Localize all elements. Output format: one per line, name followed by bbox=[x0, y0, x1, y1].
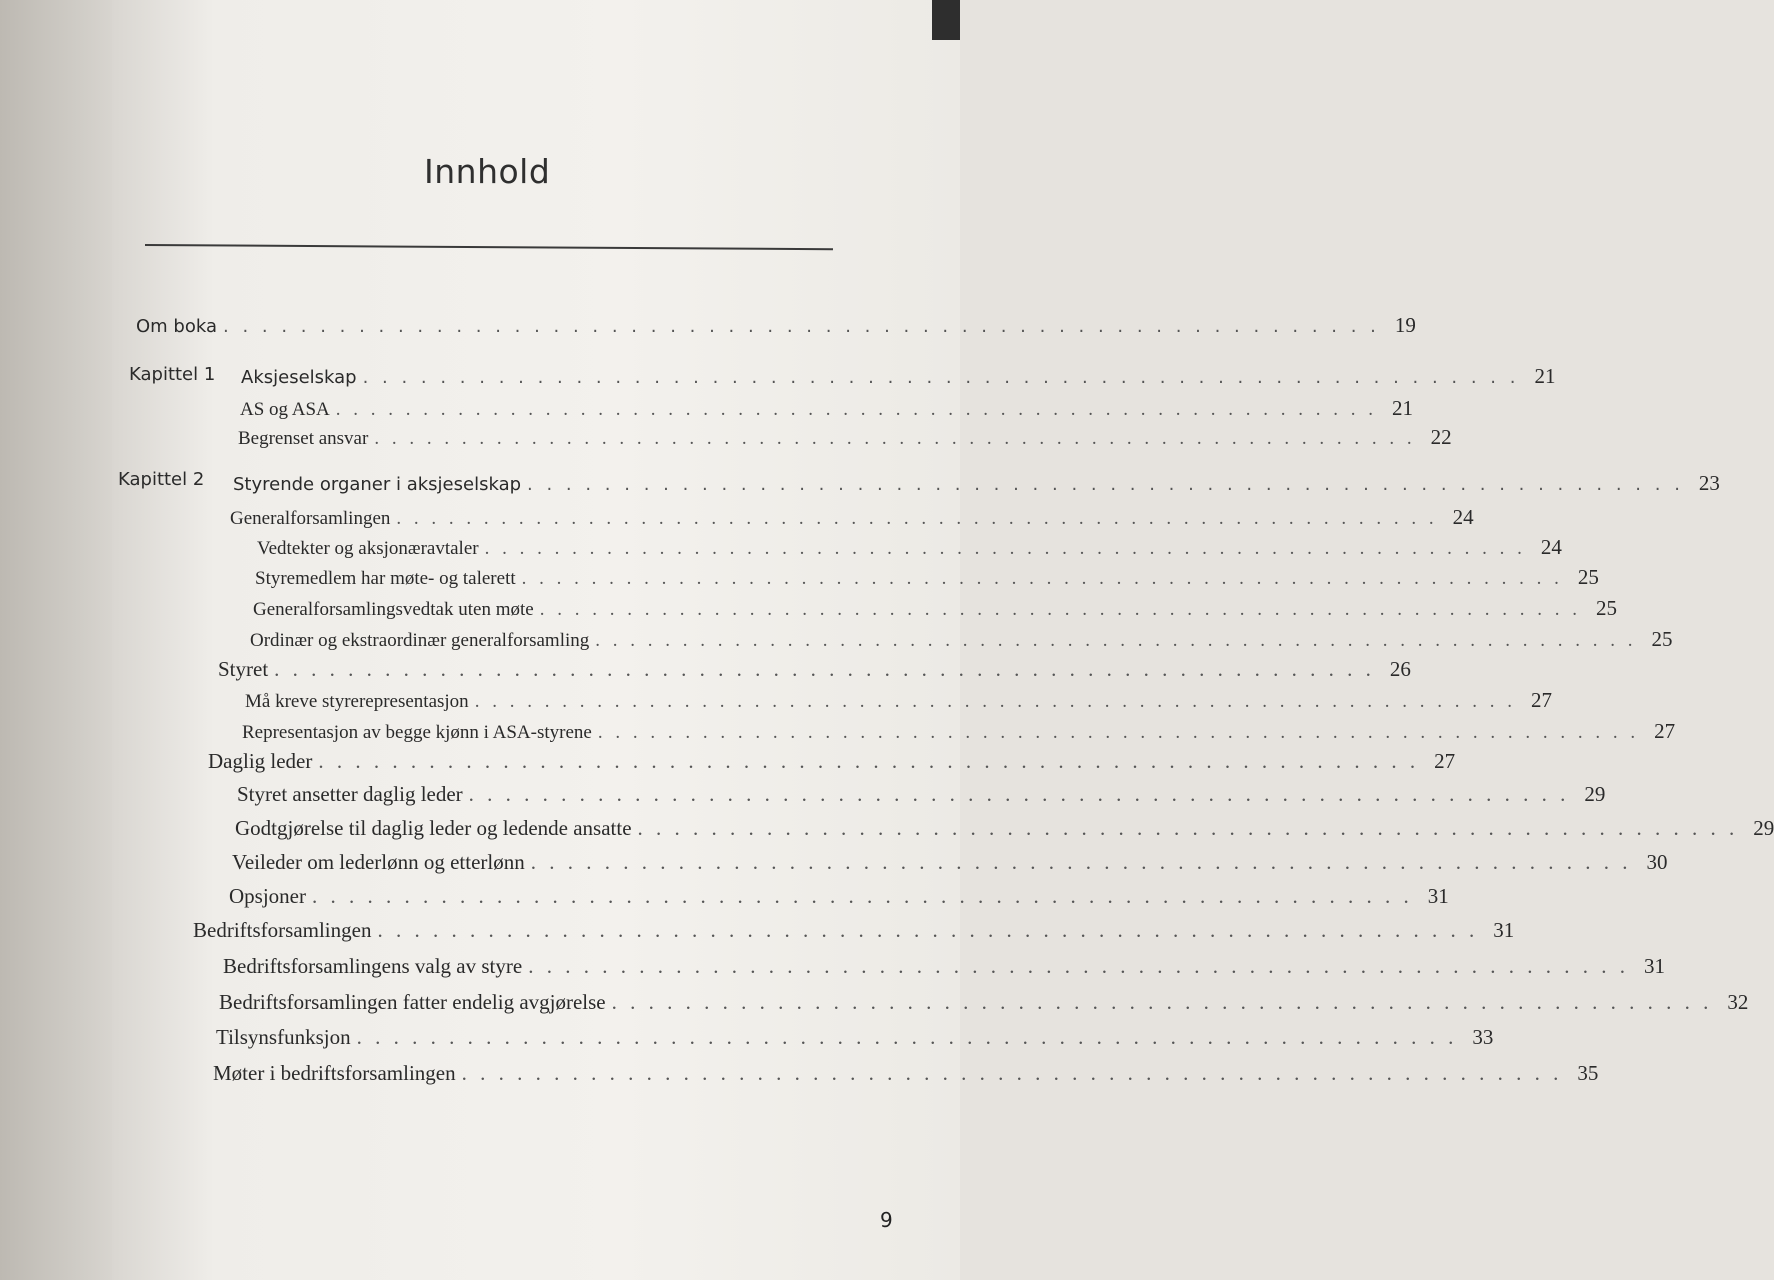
entry-page-number: 24 bbox=[1540, 535, 1562, 559]
toc-entry bbox=[208, 749, 1456, 779]
toc-entry bbox=[250, 627, 1673, 657]
toc-entry bbox=[240, 396, 1413, 426]
dot-leader: . . . . . . . . . . . . . . . . . . . . . . . . . . . . . . . . . . . . . . . . . . . . . . . . . . . . . . . . . . . . bbox=[527, 474, 1684, 495]
toc-entry bbox=[136, 313, 1416, 343]
entry-page-number: 33 bbox=[1472, 1025, 1494, 1049]
toc-entry bbox=[216, 1025, 1494, 1055]
entry-title: AS og ASA bbox=[240, 399, 330, 420]
entry-title: Møter i bedriftsforsamlingen bbox=[213, 1061, 456, 1085]
dot-leader: . . . . . . . . . . . . . . . . . . . . . . . . . . . . . . . . . . . . . . . . . . . . . . . . . . . . . . . . . . . . bbox=[223, 316, 1380, 337]
dot-leader: . . . . . . . . . . . . . . . . . . . . . . . . . . . . . . . . . . . . . . . . . . . . . . . . . . . . . . . . . . . . bbox=[335, 399, 1377, 420]
entry-title: Styrende organer i aksjeselskap bbox=[233, 474, 522, 495]
entry-title: Bedriftsforsamlingen fatter endelig avgjørelse bbox=[219, 990, 606, 1014]
dot-leader: . . . . . . . . . . . . . . . . . . . . . . . . . . . . . . . . . . . . . . . . . . . . . . . . . . . . . . . . . . . . bbox=[484, 538, 1526, 559]
page-number: 9 bbox=[880, 1208, 893, 1232]
entry-title: Tilsynsfunksjon bbox=[216, 1025, 351, 1049]
dot-leader: . . . . . . . . . . . . . . . . . . . . . . . . . . . . . . . . . . . . . . . . . . . . . . . . . . . . . . . . . . . . bbox=[539, 599, 1581, 620]
dot-leader: . . . . . . . . . . . . . . . . . . . . . . . . . . . . . . . . . . . . . . . . . . . . . . . . . . . . . . . . . . . . bbox=[318, 749, 1420, 773]
entry-page-number: 24 bbox=[1452, 505, 1474, 529]
entry-page-number: 27 bbox=[1654, 719, 1676, 743]
entry-title: Ordinær og ekstraordinær generalforsamling bbox=[250, 630, 590, 651]
entry-title: Aksjeselskap bbox=[241, 367, 357, 388]
entry-page-number: 25 bbox=[1651, 627, 1673, 651]
dot-leader: . . . . . . . . . . . . . . . . . . . . . . . . . . . . . . . . . . . . . . . . . . . . . . . . . . . . . . . . . . . . bbox=[468, 782, 1570, 806]
dot-leader: . . . . . . . . . . . . . . . . . . . . . . . . . . . . . . . . . . . . . . . . . . . . . . . . . . . . . . . . . . . . bbox=[461, 1061, 1563, 1085]
dot-leader: . . . . . . . . . . . . . . . . . . . . . . . . . . . . . . . . . . . . . . . . . . . . . . . . . . . . . . . . . . . . bbox=[396, 508, 1438, 529]
dot-leader: . . . . . . . . . . . . . . . . . . . . . . . . . . . . . . . . . . . . . . . . . . . . . . . . . . . . . . . . . . . . bbox=[530, 850, 1632, 874]
entry-title: Generalforsamlingsvedtak uten møte bbox=[253, 599, 534, 620]
toc-entry bbox=[238, 425, 1452, 455]
entry-title: Styret bbox=[218, 657, 269, 681]
dot-leader: . . . . . . . . . . . . . . . . . . . . . . . . . . . . . . . . . . . . . . . . . . . . . . . . . . . . . . . . . . . . bbox=[312, 884, 1413, 908]
toc-entry bbox=[237, 782, 1606, 812]
dot-leader: . . . . . . . . . . . . . . . . . . . . . . . . . . . . . . . . . . . . . . . . . . . . . . . . . . . . . . . . . . . . bbox=[521, 568, 1563, 589]
entry-page-number: 35 bbox=[1577, 1061, 1599, 1085]
entry-title: Daglig leder bbox=[208, 749, 313, 773]
dot-leader: . . . . . . . . . . . . . . . . . . . . . . . . . . . . . . . . . . . . . . . . . . . . . . . . . . . . . . . . . . . . bbox=[362, 367, 1520, 388]
toc-entry bbox=[229, 884, 1449, 914]
dot-leader: . . . . . . . . . . . . . . . . . . . . . . . . . . . . . . . . . . . . . . . . . . . . . . . . . . . . . . . . . . . . bbox=[474, 691, 1516, 712]
toc-entry bbox=[241, 364, 1556, 394]
dot-leader: . . . . . . . . . . . . . . . . . . . . . . . . . . . . . . . . . . . . . . . . . . . . . . . . . . . . . . . . . . . . bbox=[611, 990, 1713, 1014]
entry-page-number: 31 bbox=[1643, 954, 1665, 978]
toc-entry bbox=[235, 816, 1774, 846]
dot-leader: . . . . . . . . . . . . . . . . . . . . . . . . . . . . . . . . . . . . . . . . . . . . . . . . . . . . . . . . . . . . bbox=[377, 918, 1479, 942]
chapter-1-label: Kapittel 1 bbox=[129, 364, 216, 385]
toc-entry bbox=[213, 1061, 1599, 1091]
entry-title: Representasjon av begge kjønn i ASA-styrene bbox=[242, 722, 592, 743]
entry-page-number: 21 bbox=[1392, 396, 1413, 420]
entry-title: Om boka bbox=[136, 316, 217, 337]
entry-page-number: 29 bbox=[1753, 816, 1774, 840]
entry-title: Må kreve styrerepresentasjon bbox=[245, 691, 469, 712]
toc-entry bbox=[253, 596, 1617, 626]
toc-entry bbox=[257, 535, 1562, 565]
entry-page-number: 27 bbox=[1530, 688, 1552, 712]
entry-page-number: 31 bbox=[1427, 884, 1449, 908]
dot-leader: . . . . . . . . . . . . . . . . . . . . . . . . . . . . . . . . . . . . . . . . . . . . . . . . . . . . . . . . . . . . bbox=[637, 816, 1739, 840]
toc-entry bbox=[230, 505, 1474, 535]
entry-title: Veileder om lederlønn og etterlønn bbox=[232, 850, 525, 874]
dot-leader: . . . . . . . . . . . . . . . . . . . . . . . . . . . . . . . . . . . . . . . . . . . . . . . . . . . . . . . . . . . . bbox=[528, 954, 1629, 978]
toc-entry bbox=[233, 471, 1720, 501]
entry-title: Opsjoner bbox=[229, 884, 306, 908]
entry-title: Styret ansetter daglig leder bbox=[237, 782, 463, 806]
toc-entry bbox=[223, 954, 1665, 984]
entry-page-number: 25 bbox=[1577, 565, 1599, 589]
toc-entry bbox=[193, 918, 1515, 948]
dot-leader: . . . . . . . . . . . . . . . . . . . . . . . . . . . . . . . . . . . . . . . . . . . . . . . . . . . . . . . . . . . . bbox=[374, 428, 1416, 449]
entry-title: Generalforsamlingen bbox=[230, 508, 391, 529]
entry-page-number: 22 bbox=[1430, 425, 1452, 449]
entry-page-number: 32 bbox=[1727, 990, 1749, 1014]
entry-title: Bedriftsforsamlingen bbox=[193, 918, 372, 942]
entry-page-number: 23 bbox=[1698, 471, 1720, 495]
book-spine-shadow bbox=[0, 0, 130, 1280]
dot-leader: . . . . . . . . . . . . . . . . . . . . . . . . . . . . . . . . . . . . . . . . . . . . . . . . . . . . . . . . . . . . bbox=[597, 722, 1640, 743]
entry-title: Godtgjørelse til daglig leder og ledende ansatte bbox=[235, 816, 632, 840]
toc-entry bbox=[255, 565, 1599, 595]
chapter-2-label: Kapittel 2 bbox=[118, 469, 205, 490]
entry-page-number: 25 bbox=[1595, 596, 1617, 620]
entry-page-number: 29 bbox=[1584, 782, 1606, 806]
toc-entry bbox=[218, 657, 1411, 687]
dot-leader: . . . . . . . . . . . . . . . . . . . . . . . . . . . . . . . . . . . . . . . . . . . . . . . . . . . . . . . . . . . . bbox=[595, 630, 1637, 651]
entry-title: Vedtekter og aksjonæravtaler bbox=[257, 538, 479, 559]
dot-leader: . . . . . . . . . . . . . . . . . . . . . . . . . . . . . . . . . . . . . . . . . . . . . . . . . . . . . . . . . . . . bbox=[356, 1025, 1458, 1049]
dot-leader: . . . . . . . . . . . . . . . . . . . . . . . . . . . . . . . . . . . . . . . . . . . . . . . . . . . . . . . . . . . . bbox=[274, 657, 1375, 681]
entry-page-number: 19 bbox=[1394, 313, 1416, 337]
entry-page-number: 26 bbox=[1389, 657, 1411, 681]
entry-title: Bedriftsforsamlingens valg av styre bbox=[223, 954, 523, 978]
entry-title: Styremedlem har møte- og talerett bbox=[255, 568, 516, 589]
facing-page-edge bbox=[932, 0, 960, 40]
toc-entry bbox=[232, 850, 1668, 880]
toc-entry bbox=[245, 688, 1552, 718]
entry-page-number: 27 bbox=[1434, 749, 1456, 773]
entry-page-number: 30 bbox=[1646, 850, 1668, 874]
toc-entry bbox=[219, 990, 1749, 1020]
entry-page-number: 31 bbox=[1493, 918, 1515, 942]
entry-page-number: 21 bbox=[1534, 364, 1556, 388]
entry-title: Begrenset ansvar bbox=[238, 428, 369, 449]
toc-entry bbox=[242, 719, 1676, 749]
page-title: Innhold bbox=[424, 152, 551, 191]
